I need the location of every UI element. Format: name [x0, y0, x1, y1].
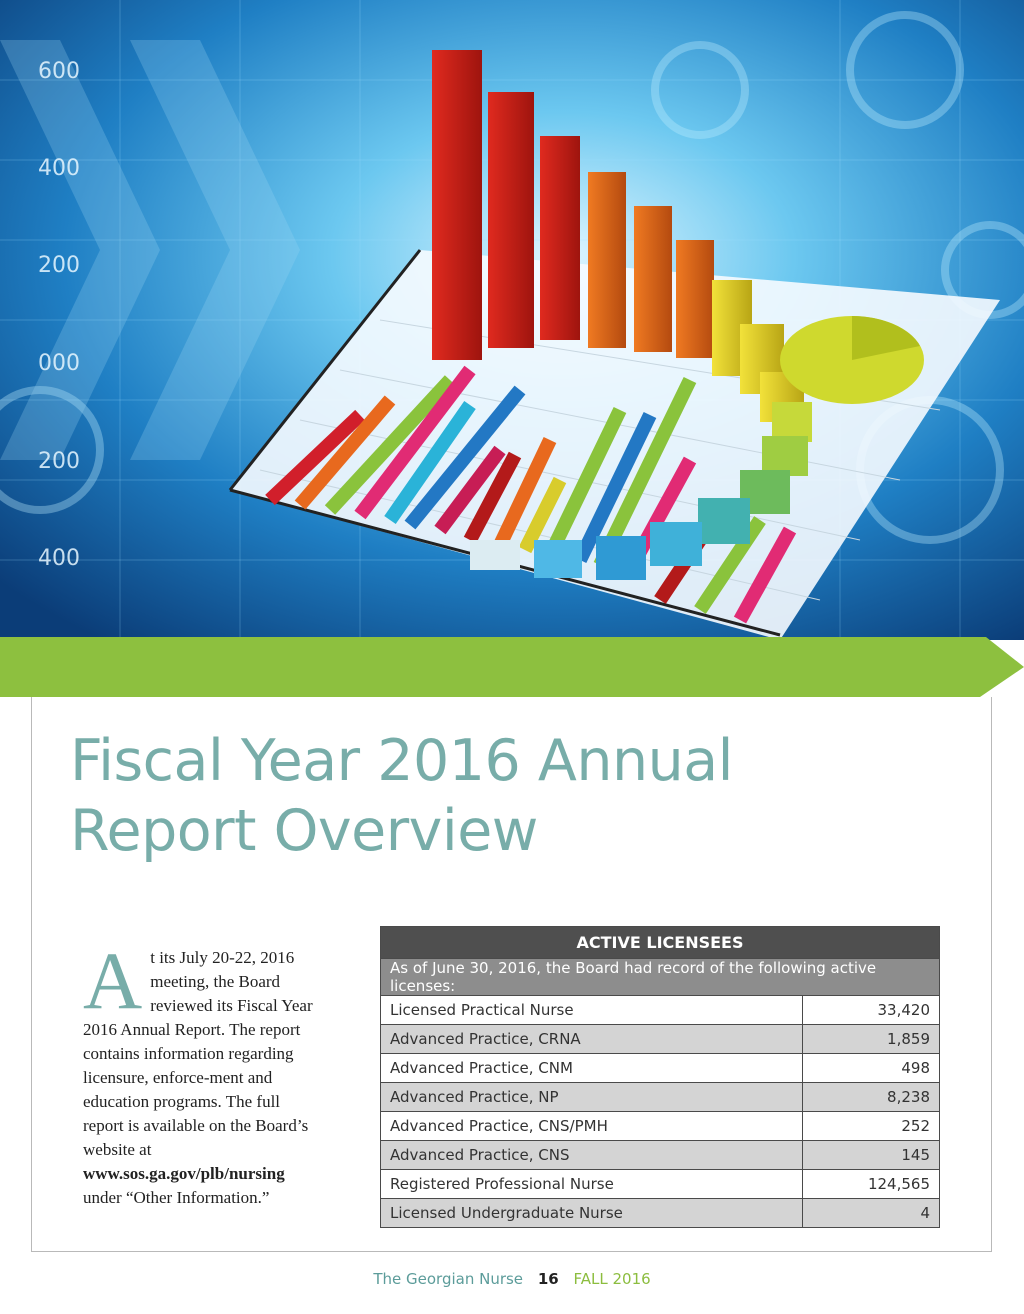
table-title: ACTIVE LICENSEES	[381, 927, 940, 959]
magazine-name: The Georgian Nurse	[373, 1270, 524, 1288]
license-count: 498	[802, 1054, 939, 1083]
intro-text: t its July 20-22, 2016 meeting, the Board reviewed its Fiscal Year 2016 Annual Report. The report contains information regarding licensure, enforce-ment and education programs. The full report is available on the Board’s website at	[83, 948, 313, 1159]
license-type: Advanced Practice, NP	[381, 1083, 803, 1112]
license-type: Licensed Practical Nurse	[381, 996, 803, 1025]
title-line-1: Fiscal Year 2016 Annual	[70, 728, 734, 794]
license-count: 124,565	[802, 1170, 939, 1199]
issue-label: FALL 2016	[573, 1270, 651, 1288]
table-row	[381, 1025, 940, 1054]
axis-label: 200	[38, 253, 80, 278]
table-row	[381, 1170, 940, 1199]
axis-label: 000	[38, 351, 80, 376]
license-type: Advanced Practice, CNS	[381, 1141, 803, 1170]
green-banner	[0, 637, 1024, 697]
license-type: Advanced Practice, CNS/PMH	[381, 1112, 803, 1141]
table-row	[381, 996, 940, 1025]
axis-label: 600	[38, 59, 80, 84]
license-type: Advanced Practice, CRNA	[381, 1025, 803, 1054]
axis-label: 400	[38, 546, 80, 571]
page-footer	[0, 1268, 1024, 1290]
license-count: 4	[802, 1199, 939, 1228]
license-type: Licensed Undergraduate Nurse	[381, 1199, 803, 1228]
hero-image	[0, 0, 1024, 640]
axis-label: 200	[38, 449, 80, 474]
table-subtitle: As of June 30, 2016, the Board had record of the following active licenses:	[381, 959, 940, 996]
drop-cap: A	[83, 935, 143, 1026]
page-number: 16	[537, 1270, 559, 1288]
website-link[interactable]: www.sos.ga.gov/plb/nursing	[83, 1164, 285, 1183]
page-title	[70, 726, 930, 866]
license-count: 252	[802, 1112, 939, 1141]
intro-tail: under “Other Information.”	[83, 1188, 270, 1207]
table-row	[381, 1141, 940, 1170]
intro-paragraph	[83, 935, 313, 1210]
license-type: Advanced Practice, CNM	[381, 1054, 803, 1083]
license-count: 145	[802, 1141, 939, 1170]
bar-chart-illustration	[0, 0, 1024, 640]
table-row	[381, 1199, 940, 1228]
table-row	[381, 1054, 940, 1083]
license-count: 8,238	[802, 1083, 939, 1112]
axis-label: 400	[38, 156, 80, 181]
table-row	[381, 1112, 940, 1141]
title-line-2: Report Overview	[70, 798, 538, 864]
license-type: Registered Professional Nurse	[381, 1170, 803, 1199]
license-count: 1,859	[802, 1025, 939, 1054]
license-count: 33,420	[802, 996, 939, 1025]
active-licensees-table	[380, 926, 940, 1228]
table-row	[381, 1083, 940, 1112]
